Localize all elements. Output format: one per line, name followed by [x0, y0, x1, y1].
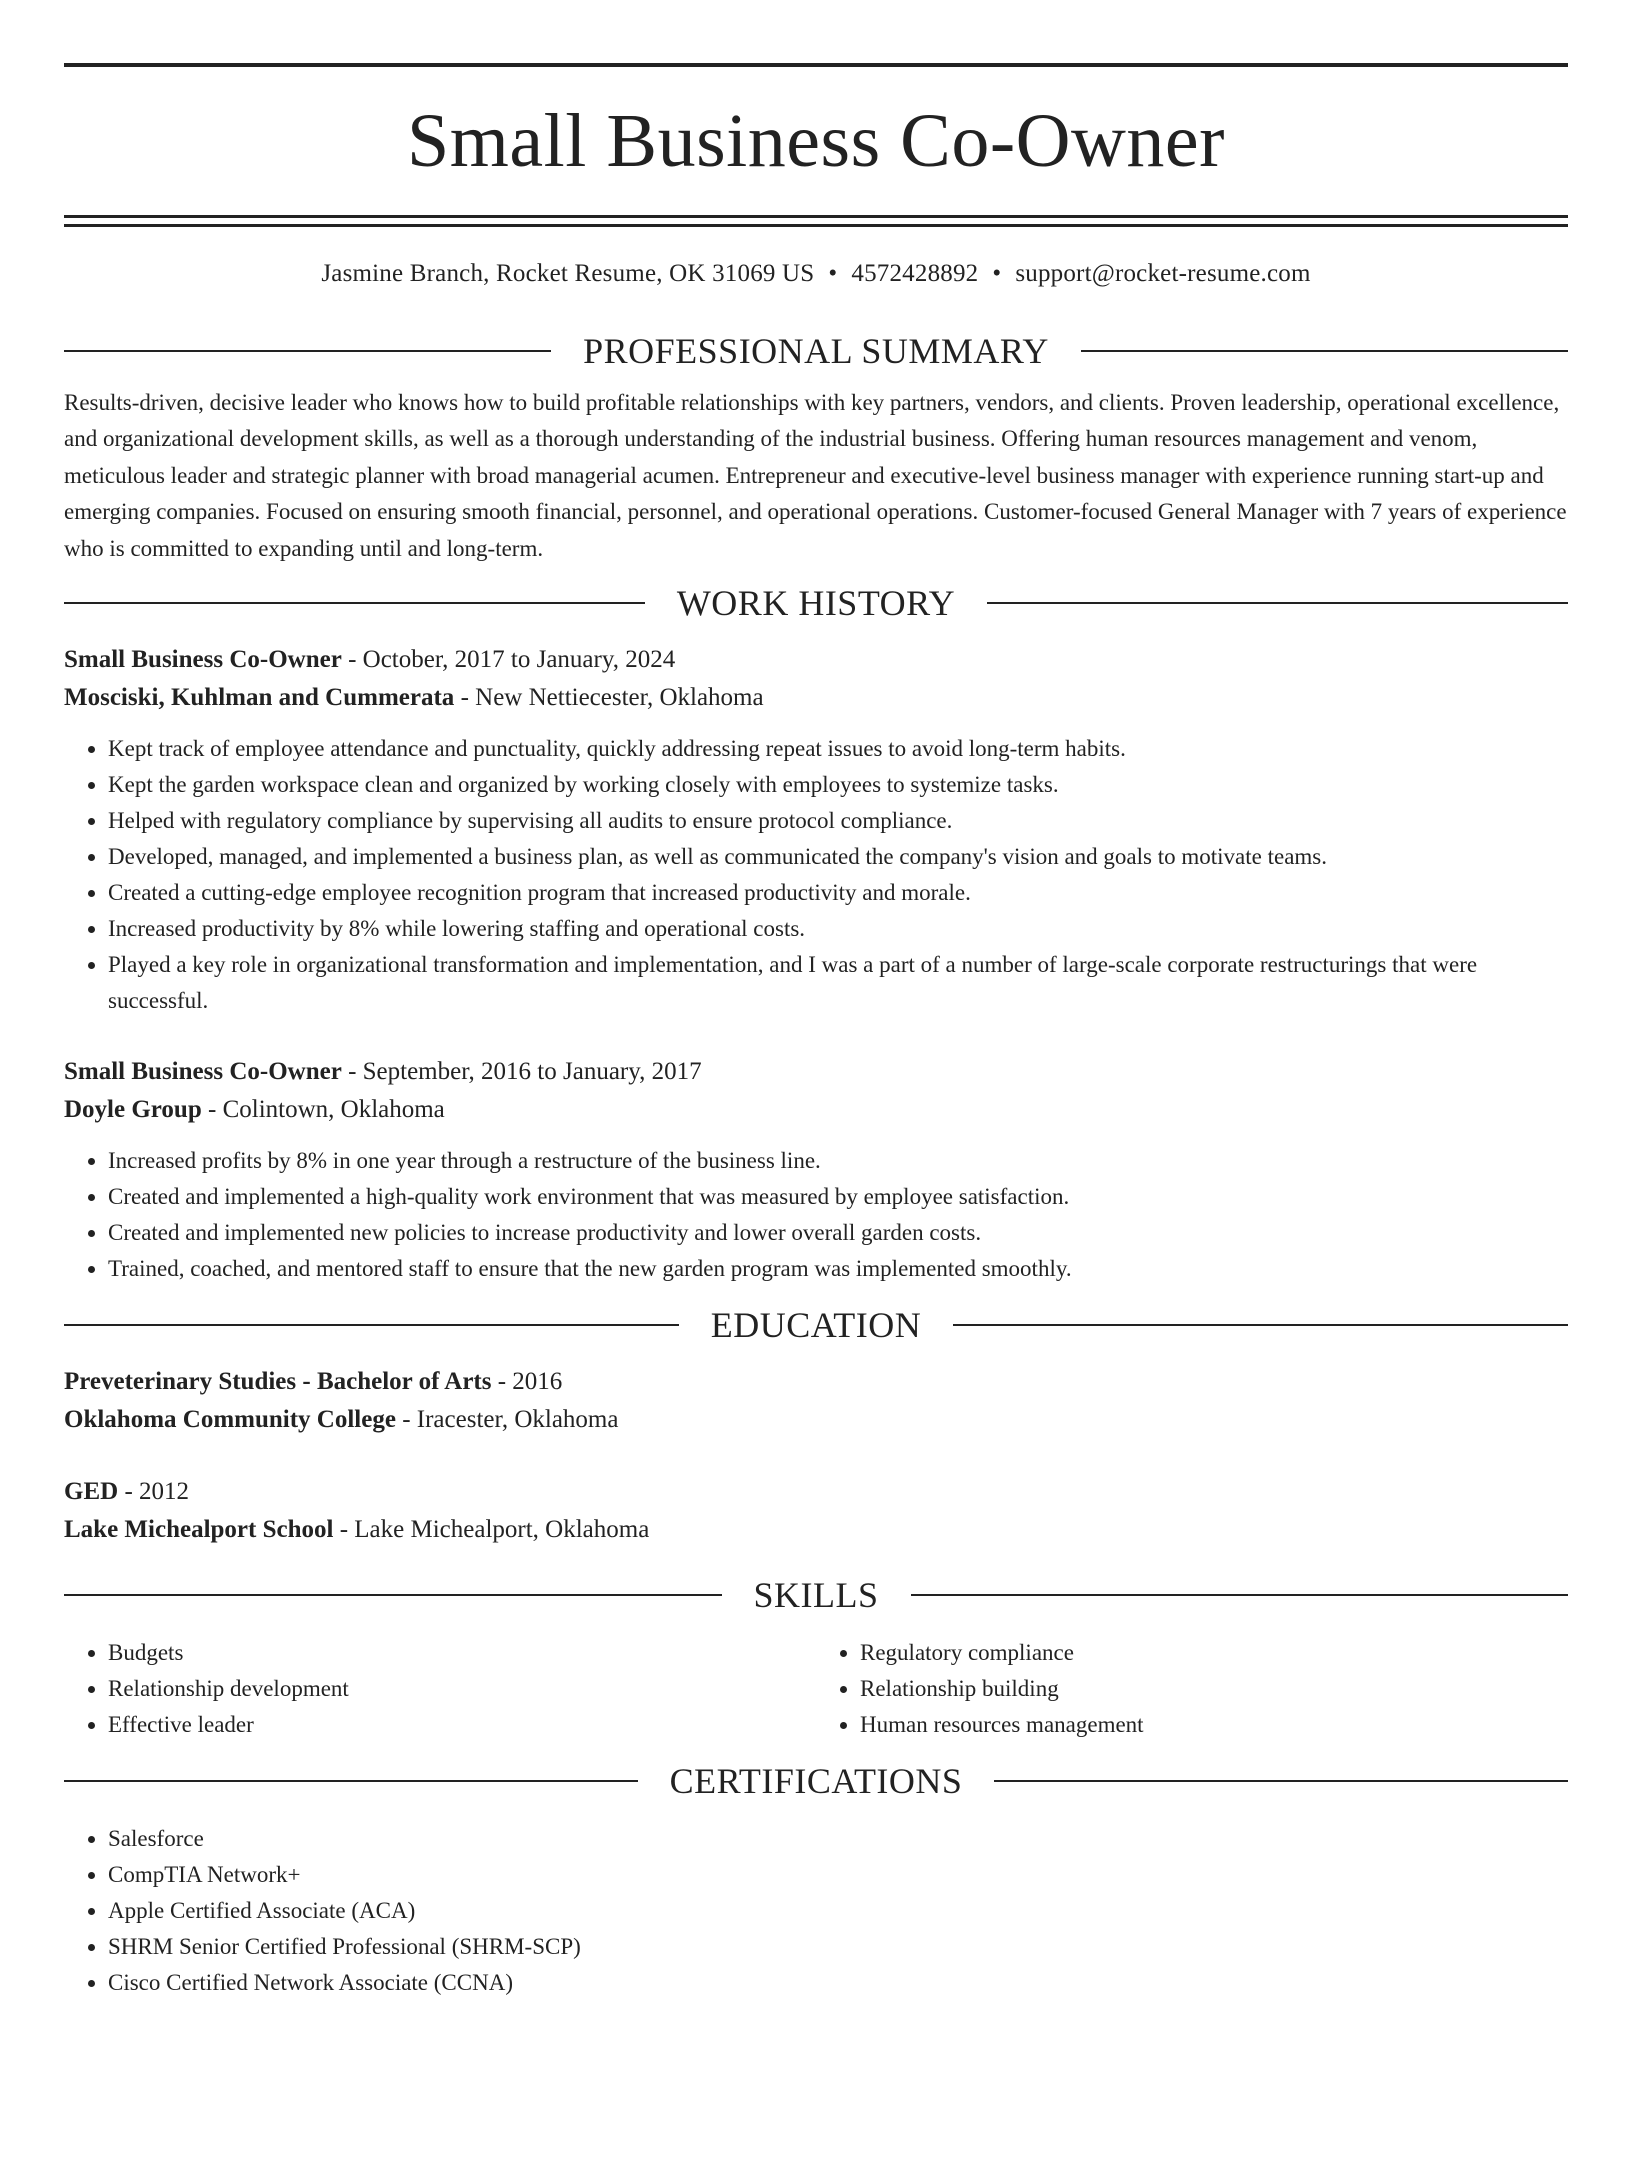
- job-dates: - September, 2016 to January, 2017: [341, 1058, 702, 1086]
- list-item: • Helped with regulatory compliance by supervising all audits to ensure protocol compliance.: [108, 803, 1568, 839]
- skill-item: • Relationship building: [860, 1671, 1568, 1707]
- heading-rule: [1081, 350, 1568, 352]
- education-entry: [64, 1473, 1568, 1549]
- heading-rule: [911, 1594, 1569, 1596]
- contact-separator: •: [828, 260, 838, 287]
- job-company-line: [64, 1091, 1568, 1129]
- resume-page: [0, 63, 1632, 2175]
- job-company-line: [64, 679, 1568, 717]
- certifications-list: [64, 1821, 1568, 2001]
- job-company: Doyle Group: [64, 1096, 202, 1124]
- list-item: • Kept the garden workspace clean and organized by working closely with employees to systemize tasks.: [108, 767, 1568, 803]
- skill-item: • Effective leader: [108, 1707, 816, 1743]
- education-location: - Lake Michealport, Oklahoma: [333, 1516, 650, 1544]
- heading-rule: [64, 602, 645, 604]
- skill-item: • Budgets: [108, 1635, 816, 1671]
- education-year: - 2012: [118, 1478, 190, 1506]
- top-rule: [64, 63, 1568, 67]
- list-item: • Created and implemented a high-quality work environment that was measured by employee satisfaction.: [108, 1179, 1568, 1215]
- contact-line: [64, 259, 1568, 289]
- section-title: SKILLS: [753, 1575, 879, 1616]
- education-degree-line: [64, 1473, 1568, 1511]
- skill-item: • Regulatory compliance: [860, 1635, 1568, 1671]
- certification-item: • SHRM Senior Certified Professional (SHRM-SCP): [108, 1929, 1568, 1965]
- heading-rule: [994, 1780, 1568, 1782]
- heading-rule: [64, 1324, 679, 1326]
- education-entry: [64, 1363, 1568, 1439]
- resume-title: Small Business Co-Owner: [407, 99, 1225, 183]
- list-item: • Played a key role in organizational transformation and implementation, and I was a part of a number of large-scale corporate restructurings that were successful.: [108, 947, 1568, 1019]
- section-heading-skills: [64, 1573, 1568, 1617]
- summary-text: Results-driven, decisive leader who knows how to build profitable relationships with key partners, vendors, and clients. Proven leadership, operational excellence, and organizational development skills, as well as a thorough understanding of the industrial business. Offering human resources management and venom, meticulous leader and strategic planner with broad managerial acumen. Entrepreneur and executive-level business manager with experience running start-up and emerging companies. Focused on ensuring smooth financial, personnel, and operational operations. Customer-focused General Manager with 7 years of experience who is committed to expanding until and long-term.: [64, 390, 1567, 561]
- job-bullets: [64, 731, 1568, 1019]
- education-degree-line: [64, 1363, 1568, 1401]
- job-company: Mosciski, Kuhlman and Cummerata: [64, 684, 455, 712]
- heading-rule: [953, 1324, 1568, 1326]
- section-title: PROFESSIONAL SUMMARY: [583, 331, 1049, 371]
- certification-item: • Salesforce: [108, 1821, 1568, 1857]
- education-school-line: [64, 1511, 1568, 1549]
- job-title: Small Business Co-Owner: [64, 1058, 342, 1086]
- section-title: WORK HISTORY: [676, 583, 956, 624]
- certification-item: • CompTIA Network+: [108, 1857, 1568, 1893]
- heading-rule: [64, 1594, 722, 1596]
- list-item: • Created a cutting-edge employee recognition program that increased productivity and morale.: [108, 875, 1568, 911]
- list-item: • Created and implemented new policies to increase productivity and lower overall garden costs.: [108, 1215, 1568, 1251]
- section-heading-summary: [64, 329, 1568, 373]
- section-heading-education: [64, 1303, 1568, 1347]
- heading-rule: [64, 350, 551, 352]
- job-dates: - October, 2017 to January, 2024: [341, 646, 676, 674]
- education-degree: Preveterinary Studies - Bachelor of Arts: [64, 1368, 492, 1396]
- job-location: - Colintown, Oklahoma: [201, 1096, 445, 1124]
- education-school-line: [64, 1401, 1568, 1439]
- education-school: Oklahoma Community College: [64, 1406, 396, 1434]
- certification-item: • Apple Certified Associate (ACA): [108, 1893, 1568, 1929]
- education-location: - Iracester, Oklahoma: [395, 1406, 619, 1434]
- list-item: • Increased profits by 8% in one year through a restructure of the business line.: [108, 1143, 1568, 1179]
- list-item: • Trained, coached, and mentored staff to ensure that the new garden program was implemented smoothly.: [108, 1251, 1568, 1287]
- contact-email: support@rocket-resume.com: [1015, 260, 1311, 287]
- job-title-line: [64, 1053, 1568, 1091]
- skill-item: • Human resources management: [860, 1707, 1568, 1743]
- skills-list-right: [816, 1635, 1568, 1743]
- heading-rule: [987, 602, 1568, 604]
- education-degree: GED: [64, 1478, 119, 1506]
- job-entry: [64, 641, 1568, 1019]
- certification-item: • Cisco Certified Network Associate (CCNA): [108, 1965, 1568, 2001]
- skill-item: • Relationship development: [108, 1671, 816, 1707]
- contact-separator: •: [992, 260, 1002, 287]
- heading-rule: [64, 1780, 638, 1782]
- list-item: • Kept track of employee attendance and punctuality, quickly addressing repeat issues to avoid long-term habits.: [108, 731, 1568, 767]
- education-school: Lake Michealport School: [64, 1516, 334, 1544]
- list-item: • Developed, managed, and implemented a business plan, as well as communicated the company's vision and goals to motivate teams.: [108, 839, 1568, 875]
- contact-address: Jasmine Branch, Rocket Resume, OK 31069 US: [321, 260, 815, 287]
- skills-list-left: [64, 1635, 816, 1743]
- title-double-rule: [64, 215, 1568, 227]
- section-heading-certifications: [64, 1759, 1568, 1803]
- section-heading-work-history: [64, 581, 1568, 625]
- contact-phone: 4572428892: [851, 260, 979, 287]
- job-entry: [64, 1053, 1568, 1287]
- job-bullets: [64, 1143, 1568, 1287]
- education-year: - 2016: [491, 1368, 563, 1396]
- section-title: EDUCATION: [710, 1305, 922, 1346]
- job-location: - New Nettiecester, Oklahoma: [454, 684, 764, 712]
- skills-grid: [64, 1635, 1568, 1743]
- job-title-line: [64, 641, 1568, 679]
- section-title: CERTIFICATIONS: [669, 1761, 963, 1802]
- list-item: • Increased productivity by 8% while lowering staffing and operational costs.: [108, 911, 1568, 947]
- job-title: Small Business Co-Owner: [64, 646, 342, 674]
